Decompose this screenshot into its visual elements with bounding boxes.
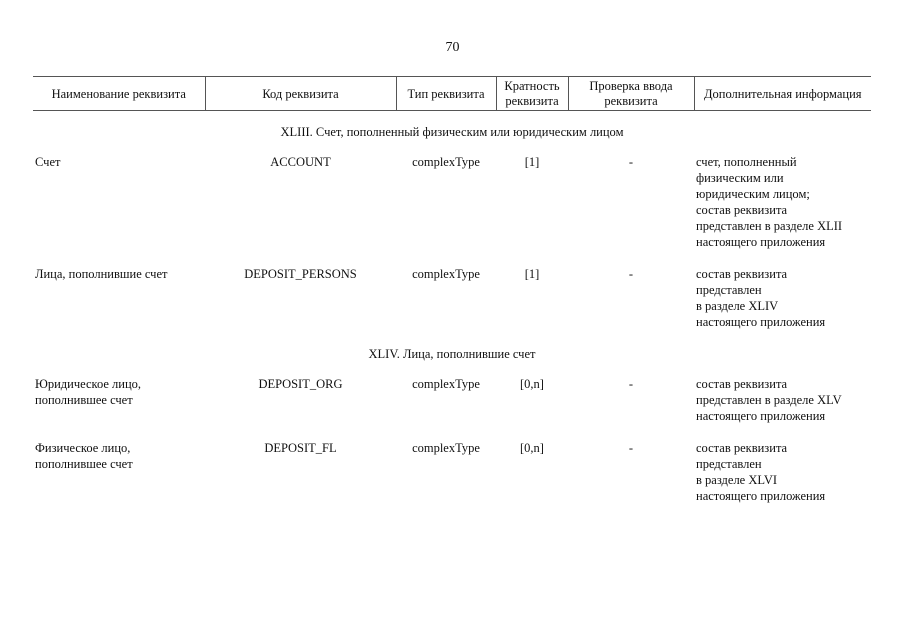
requisite-input-check: - [628, 155, 634, 169]
info-line: счет, пополненный [696, 155, 797, 169]
section-title: XLIV. Лица, пополнившие счет [368, 347, 536, 361]
info-line: юридическим лицом; [696, 187, 810, 201]
name-line: пополнившее счет [35, 457, 133, 471]
requisite-type: complexType [412, 155, 480, 169]
info-line: представлен [696, 283, 762, 297]
info-line: представлен в разделе XLII [696, 219, 843, 233]
name-line: Физическое лицо, [35, 441, 131, 455]
requisite-code: DEPOSIT_PERSONS [244, 267, 357, 281]
requisite-additional-info [694, 376, 871, 424]
column-header-type: Тип реквизита [396, 77, 496, 111]
table-header-row [33, 77, 871, 111]
requisites-table [33, 76, 871, 504]
requisite-input-check: - [628, 267, 634, 281]
requisite-additional-info [694, 154, 871, 250]
info-line: представлен в разделе XLV [696, 393, 842, 407]
info-line: настоящего приложения [696, 409, 826, 423]
requisite-type: complexType [412, 441, 480, 455]
section-heading-row [33, 124, 871, 140]
info-line: состав реквизита [696, 377, 788, 391]
requisite-name [33, 440, 205, 504]
table-row [33, 266, 871, 330]
requisite-additional-info [694, 440, 871, 504]
info-line: настоящего приложения [696, 315, 826, 329]
column-header-input-check: Проверка ввода реквизита [568, 77, 694, 111]
requisite-multiplicity: [0,n] [520, 441, 544, 455]
table-row [33, 154, 871, 250]
info-line: представлен [696, 457, 762, 471]
section-title: XLIII. Счет, пополненный физическим или юридическим лицом [280, 125, 624, 139]
info-line: состав реквизита [696, 267, 788, 281]
info-line: настоящего приложения [696, 235, 826, 249]
info-line: состав реквизита [696, 441, 788, 455]
requisite-type: complexType [412, 267, 480, 281]
column-header-multiplicity: Кратность реквизита [496, 77, 568, 111]
requisite-input-check: - [628, 441, 634, 455]
info-line: в разделе XLVI [696, 473, 778, 487]
column-header-additional-info: Дополнительная информация [694, 77, 871, 111]
column-header-name: Наименование реквизита [33, 77, 205, 111]
page-number: 70 [445, 40, 460, 55]
info-line: настоящего приложения [696, 489, 826, 503]
requisite-code: DEPOSIT_ORG [258, 377, 343, 391]
requisite-input-check: - [628, 377, 634, 391]
requisite-name: Счет [35, 155, 61, 169]
info-line: состав реквизита [696, 203, 788, 217]
column-header-code: Код реквизита [205, 77, 396, 111]
requisite-additional-info [694, 266, 871, 330]
requisite-multiplicity: [1] [524, 267, 540, 281]
requisite-name [33, 376, 205, 424]
table-row [33, 376, 871, 424]
name-line: пополнившее счет [35, 393, 133, 407]
table-row [33, 440, 871, 504]
requisite-multiplicity: [1] [524, 155, 540, 169]
requisite-code: DEPOSIT_FL [264, 441, 337, 455]
requisite-type: complexType [412, 377, 480, 391]
requisite-name: Лица, пополнившие счет [35, 267, 168, 281]
name-line: Юридическое лицо, [35, 377, 142, 391]
info-line: физическим или [696, 171, 784, 185]
section-heading-row [33, 346, 871, 362]
info-line: в разделе XLIV [696, 299, 779, 313]
requisite-code: ACCOUNT [270, 155, 331, 169]
requisite-multiplicity: [0,n] [520, 377, 544, 391]
